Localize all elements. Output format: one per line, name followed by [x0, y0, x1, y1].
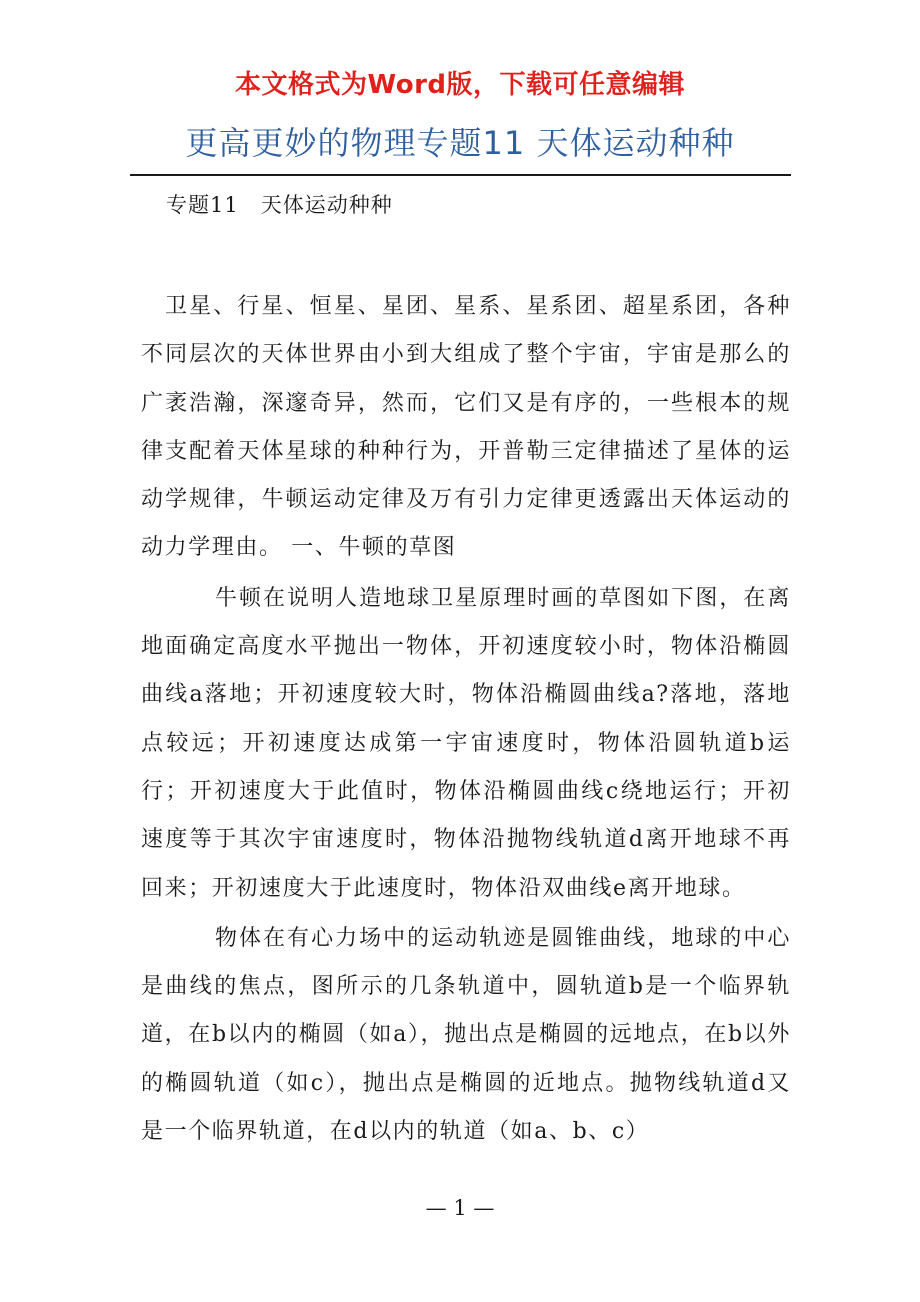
section-subtitle: 专题11 天体运动种种	[166, 193, 393, 217]
word-format-banner: 本文格式为Word版，下载可任意编辑	[234, 70, 686, 100]
document-body	[141, 283, 791, 1156]
paragraph-conic-orbits: 物体在有心力场中的运动轨迹是圆锥曲线，地球的中心是曲线的焦点，图所示的几条轨道中，圆轨道b是一个临界轨道，在b以内的椭圆（如a），抛出点是椭圆的远地点，在b以外的椭圆轨道（如c），抛出点是椭圆的近地点。抛物线轨道d又是一个临界轨道，在d以内的轨道（如a、b、c）	[141, 925, 791, 1145]
page-number: — 1 —	[425, 1196, 495, 1220]
paragraph-newton-sketch: 牛顿在说明人造地球卫星原理时画的草图如下图，在离地面确定高度水平抛出一物体，开初速度较小时，物体沿椭圆曲线a落地；开初速度较大时，物体沿椭圆曲线a?落地，落地点较远；开初速度达成第一宇宙速度时，物体沿圆轨道b运行；开初速度大于此值时，物体沿椭圆曲线c绕地运行；开初速度等于其次宇宙速度时，物体沿抛物线轨道d离开地球不再回来；开初速度大于此速度时，物体沿双曲线e离开地球。	[141, 585, 791, 901]
title-divider	[130, 174, 791, 176]
paragraph-intro: 卫星、行星、恒星、星团、星系、星系团、超星系团，各种不同层次的天体世界由小到大组成了整个宇宙，宇宙是那么的广袤浩瀚，深邃奇异，然而，它们又是有序的，一些根本的规律支配着天体星球的种种行为，开普勒三定律描述了星体的运动学规律，牛顿运动定律及万有引力定律更透露出天体运动的动力学理由。 一、牛顿的草图	[141, 294, 791, 561]
document-title: 更高更妙的物理专题11 天体运动种种	[185, 124, 735, 162]
